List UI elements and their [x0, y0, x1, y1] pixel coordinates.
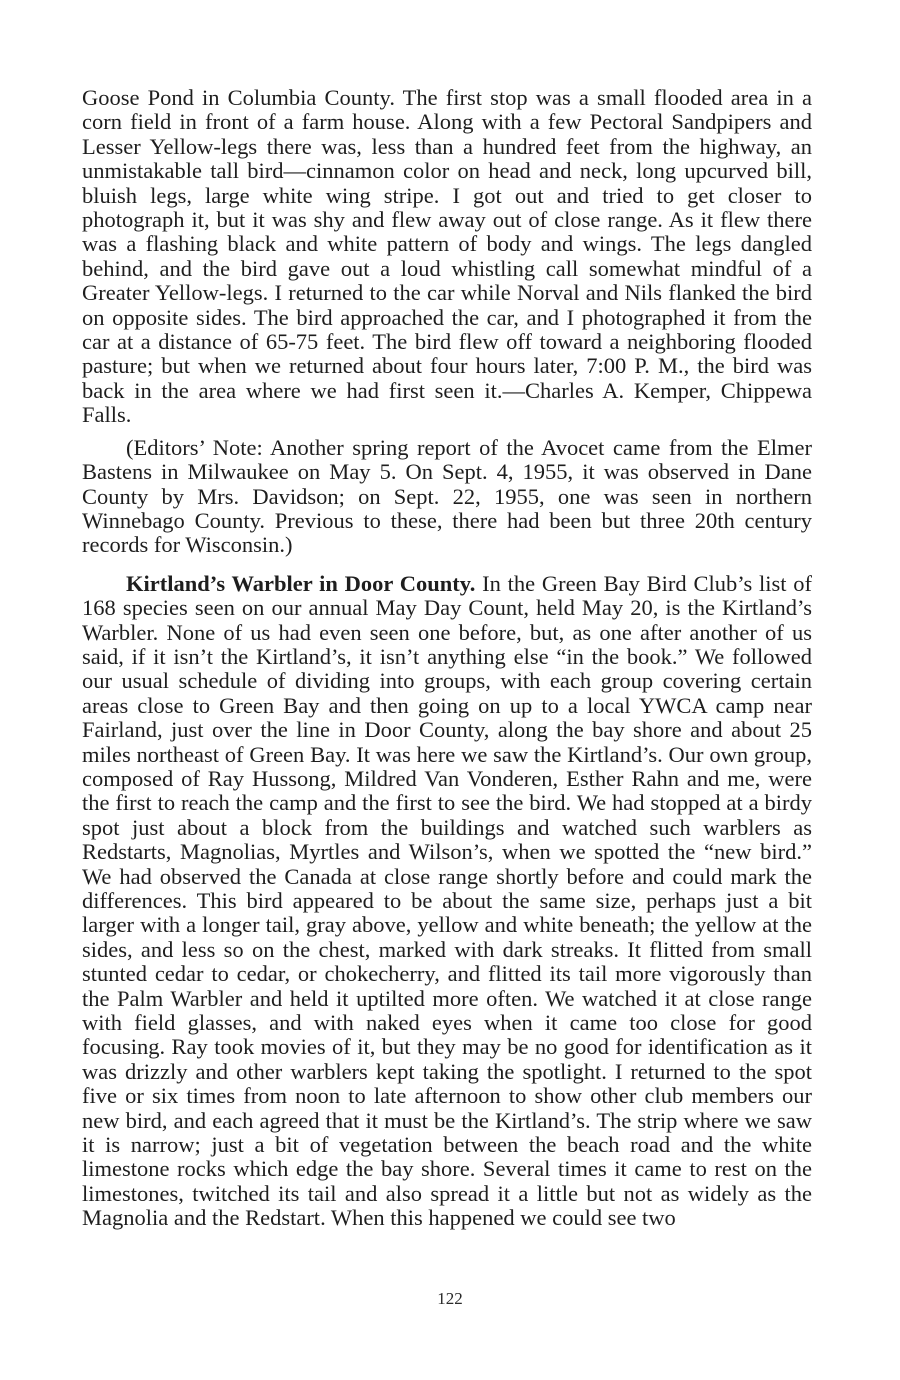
avocet-report-paragraph: Goose Pond in Columbia County. The first stop was a small flooded area in a corn field in front of a farm house. Along with a few Pectoral Sandpipers and Lesser Yellow-legs there was, less than a hundred feet from the highway, an unmistakable tall bird—cinnamon color on head and neck, long upcurved bill, bluish legs, large white wing stripe. I got out and tried to get closer to photograph it, but it was shy and flew away out of close range. As it flew there was a flashing black and white pattern of body and wings. The legs dangled behind, and the bird gave out a loud whistling call somewhat mindful of a Greater Yellow-legs. I returned to the car while Norval and Nils flanked the bird on opposite sides. The bird approached the car, and I photographed it from the car at a distance of 65-75 feet. The bird flew off toward a neighboring flooded pasture; but when we returned about four hours later, 7:00 P. M., the bird was back in the area where we had first seen it.—Charles A. Kemper, Chippewa Falls. — [82, 85, 812, 428]
page-number: 122 — [437, 1289, 463, 1308]
kirtland-warbler-paragraph — [82, 572, 812, 1231]
kirtland-section-text: In the Green Bay Bird Club’s list of 168 species seen on our annual May Day Count, held May 20, is the Kirtland’s Warbler. None of us had even seen one before, but, as one after another of us said, if it isn’t the Kirtland’s, it isn’t anything else “in the book.” We followed our usual schedule of dividing into groups, with each group covering certain areas close to Green Bay and then going on up to a local YWCA camp near Fairland, just over the line in Door County, along the bay shore and about 25 miles northeast of Green Bay. It was here we saw the Kirtland’s. Our own group, composed of Ray Hussong, Mildred Van Vonderen, Esther Rahn and me, were the first to reach the camp and the first to see the bird. We had stopped at a birdy spot just about a block from the buildings and watched such warblers as Redstarts, Magnolias, Myrtles and Wilson’s, when we spotted the “new bird.” We had observed the Canada at close range shortly before and could mark the differences. This bird appeared to be about the same size, perhaps just a bit larger with a longer tail, gray above, yellow and white beneath; the yellow at the sides, and less so on the chest, marked with dark streaks. It flitted from small stunted cedar to cedar, or chokecherry, and flitted its tail more vigorously than the Palm Warbler and held it uptilted more often. We watched it at close range with field glasses, and with naked eyes when it came too close for good focusing. Ray took movies of it, but they may be no good for identification as it was drizzly and other warblers kept taking the spotlight. I returned to the spot five or six times from noon to late afternoon to show other club members our new bird, and each agreed that it must be the Kirtland’s. The strip where we saw it is narrow; just a bit of vegetation between the beach road and the white limestone rocks which edge the bay shore. Several times it came to rest on the limestones, twitched its tail and also spread it a little but not as widely as the Magnolia and the Redstart. When this happened we could see two — [82, 570, 812, 1231]
editors-note-paragraph: (Editors’ Note: Another spring report of the Avocet came from the Elmer Bastens in Milwaukee on May 5. On Sept. 4, 1955, it was observed in Dane County by Mrs. Davidson; on Sept. 22, 1955, one was seen in northern Winnebago County. Previous to these, there had been but three 20th century records for Wisconsin.) — [82, 434, 812, 558]
document-page — [82, 86, 812, 1231]
kirtland-section-heading: Kirtland’s Warbler in Door County. — [126, 570, 476, 596]
